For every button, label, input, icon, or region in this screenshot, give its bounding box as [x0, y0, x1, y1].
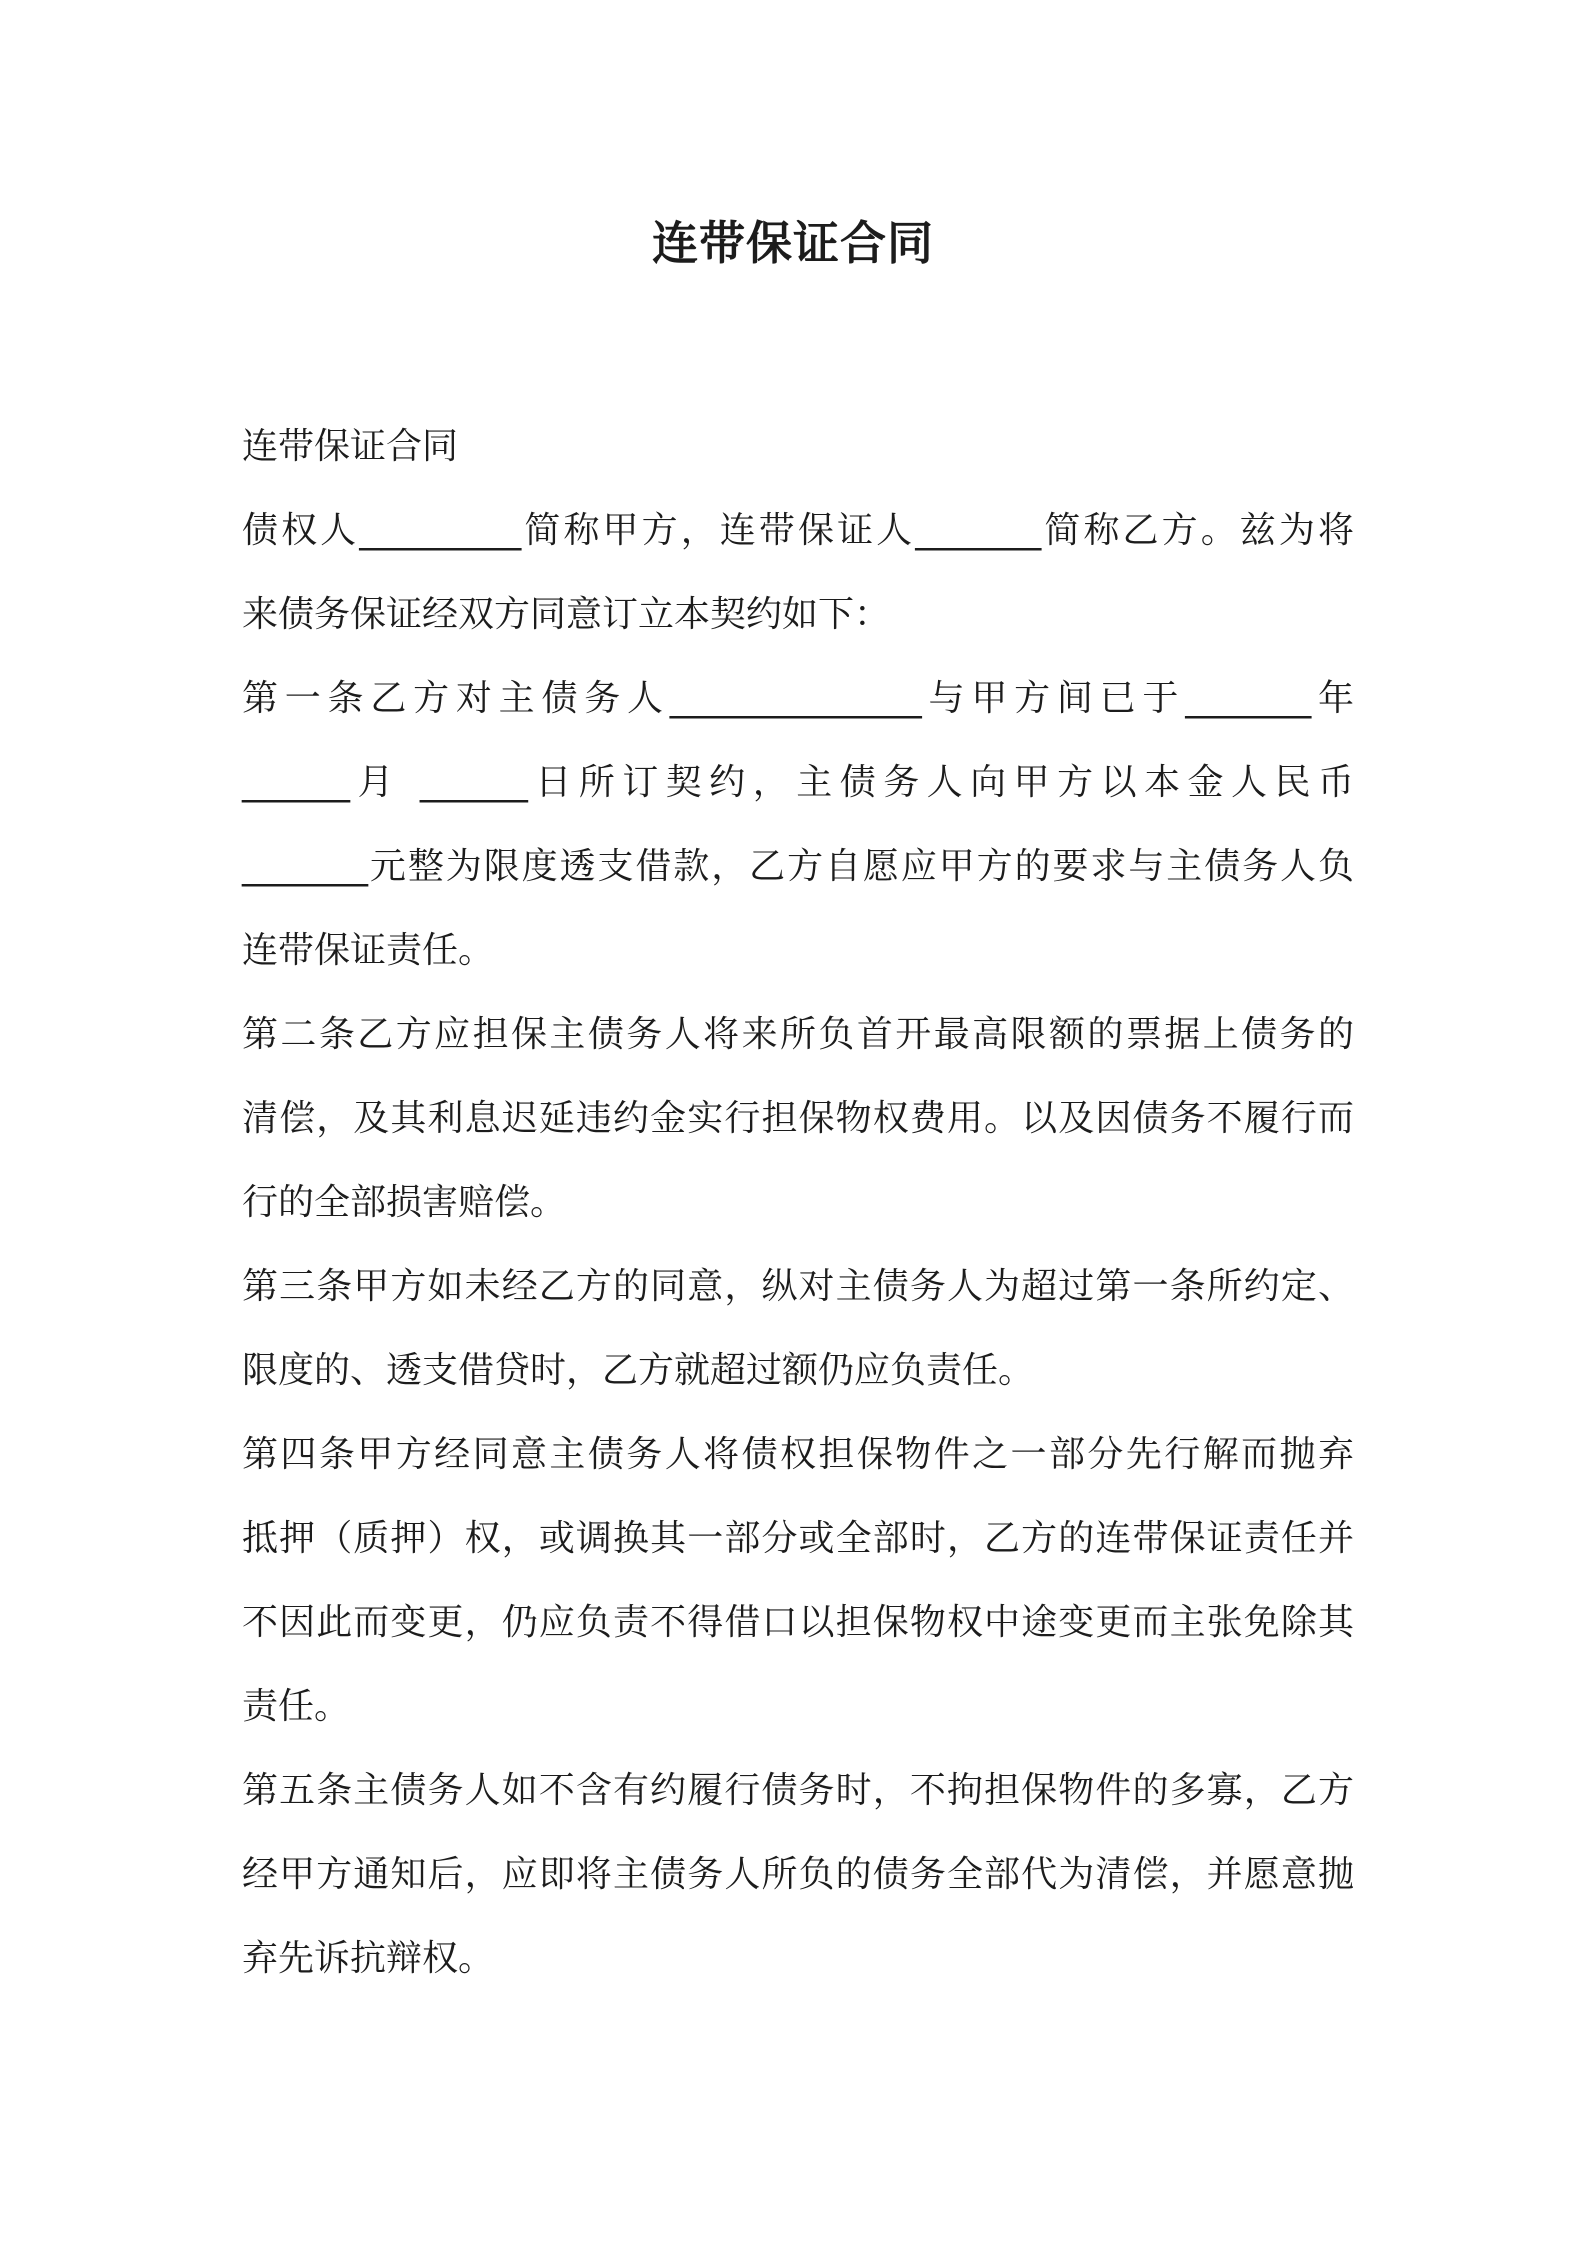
body-line: 抵押（质押）权，或调换其一部分或全部时，乙方的连带保证责任并	[242, 1518, 1354, 1559]
body-line: 来债务保证经双方同意订立本契约如下：	[242, 594, 891, 635]
body-line: 不因此而变更，仍应负责不得借口以担保物权中途变更而主张免除其	[242, 1602, 1354, 1643]
body-line: _______元整为限度透支借款，乙方自愿应甲方的要求与主债务人负	[242, 846, 1354, 887]
body-line: 连带保证责任。	[242, 930, 495, 971]
body-line: 第一条乙方对主债务人______________与甲方间已于_______年	[242, 678, 1354, 719]
body-line: 清偿，及其利息迟延违约金实行担保物权费用。以及因债务不履行而	[242, 1098, 1354, 1139]
body-line: 责任。	[242, 1686, 351, 1727]
document-body	[242, 405, 1354, 2001]
body-line: 第四条甲方经同意主债务人将债权担保物件之一部分先行解而抛弃	[242, 1434, 1354, 1475]
body-line: ______月 ______日所订契约，主债务人向甲方以本金人民币	[242, 762, 1354, 803]
body-line: 限度的、透支借贷时，乙方就超过额仍应负责任。	[242, 1350, 1035, 1391]
body-line: 经甲方通知后，应即将主债务人所负的债务全部代为清偿，并愿意抛	[242, 1854, 1354, 1895]
body-line: 第三条甲方如未经乙方的同意，纵对主债务人为超过第一条所约定、	[242, 1266, 1354, 1307]
body-line: 连带保证合同	[242, 426, 459, 467]
body-line: 第二条乙方应担保主债务人将来所负首开最高限额的票据上债务的	[242, 1014, 1354, 1055]
document-title: 连带保证合同	[652, 216, 934, 270]
body-line: 行的全部损害赔偿。	[242, 1182, 567, 1223]
body-line: 第五条主债务人如不含有约履行债务时，不拘担保物件的多寡，乙方	[242, 1770, 1354, 1811]
body-line: 债权人_________简称甲方，连带保证人_______简称乙方。兹为将	[242, 510, 1354, 551]
body-line: 弃先诉抗辩权。	[242, 1938, 495, 1979]
